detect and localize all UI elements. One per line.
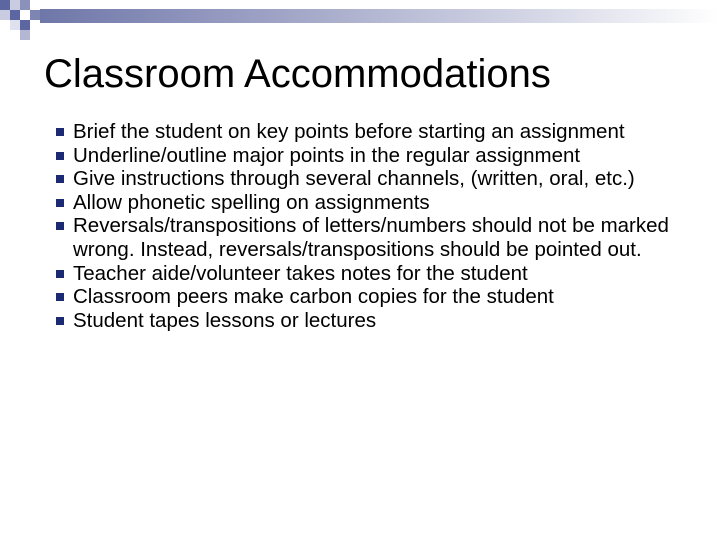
bullet-text: Underline/outline major points in the regular assignment: [73, 143, 581, 167]
checker-square: [0, 0, 10, 10]
bullet-text: Classroom peers make carbon copies for the student: [73, 285, 554, 309]
square-bullet-icon: [56, 152, 64, 160]
checker-square: [30, 10, 40, 20]
bullet-list: [51, 120, 701, 332]
square-bullet-icon: [56, 293, 64, 301]
bullet-text: Allow phonetic spelling on assignments: [73, 190, 430, 214]
bullet-text: Teacher aide/volunteer takes notes for the student: [73, 261, 528, 285]
gradient-bar: [40, 9, 720, 23]
list-item: [51, 285, 701, 309]
checker-square: [20, 30, 30, 40]
list-item: [51, 120, 701, 144]
checker-square: [0, 10, 10, 20]
decorative-header-band: [0, 0, 720, 40]
checker-square: [10, 0, 20, 10]
bullet-text: Reversals/transpositions of letters/numbers should not be marked wrong. Instead, reversals/transpositions should be pointed out.: [73, 214, 669, 261]
checker-square: [10, 20, 20, 30]
square-bullet-icon: [56, 270, 64, 278]
slide-title: Classroom Accommodations: [44, 52, 551, 96]
bullet-text: Student tapes lessons or lectures: [73, 308, 377, 332]
square-bullet-icon: [56, 222, 64, 230]
square-bullet-icon: [56, 175, 64, 183]
list-item: [51, 262, 701, 286]
square-bullet-icon: [56, 317, 64, 325]
square-bullet-icon: [56, 128, 64, 136]
bullet-text: Give instructions through several channels, (written, oral, etc.): [73, 167, 635, 191]
checker-square: [10, 10, 20, 20]
square-bullet-icon: [56, 199, 64, 207]
checker-square: [30, 0, 40, 10]
list-item: [51, 167, 701, 191]
checker-square: [20, 20, 30, 30]
list-item: [51, 309, 701, 333]
list-item: [51, 191, 701, 215]
list-item: [51, 214, 701, 261]
list-item: [51, 144, 701, 168]
checker-square: [20, 0, 30, 10]
bullet-text: Brief the student on key points before starting an assignment: [73, 120, 625, 143]
